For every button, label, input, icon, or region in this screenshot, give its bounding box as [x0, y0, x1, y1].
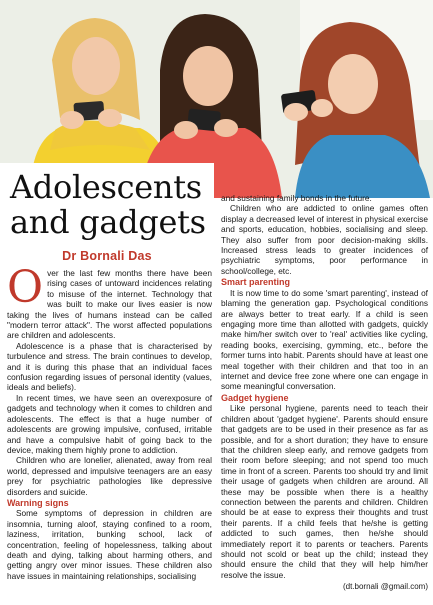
paragraph: It is now time to do some 'smart parenting', instead of blaming the generation gap. Psychological conditions are always better to treat early. If a child is seen engaging more time than allotted with gadgets, quickly make him/her switch over to 'real' activities like cycling, reading books, exercising, gymming, etc., before the former turns into habit. Parents should have at least one meal together with their children and that too in an internet and device free zone where one can engage in some meaningful conversation. — [221, 287, 428, 392]
paragraph: In recent times, we have seen an overexposure of gadgets and technology when it comes to children and adolescents. The effect is that a huge number of adolescents are growing impulsive, confused, irritable and have a compulsive habit of going back to the device, making them highly prone to addiction. — [7, 392, 212, 455]
paragraph: Adolescence is a phase that is characterised by turbulence and stress. The brain continues to develop, and it is during this phase that an individual faces confusion regarding issues of personal identity (values, ideals and beliefs). — [7, 340, 212, 393]
subheading-warning-signs: Warning signs — [7, 497, 69, 508]
article-column-2 — [221, 193, 428, 593]
drop-cap: O — [7, 262, 44, 313]
paragraph: Some symptoms of depression in children are insomnia, turning aloof, staying confined to a room, laziness, irritation, bunking school, lack of concentration, feeling of hopelessness, talking about death and dying, talking about harming others, and getting angry over minor issues. These children also have issues in maintaining relationships, socialising — [7, 508, 212, 581]
subheading-smart-parenting: Smart parenting — [221, 277, 291, 288]
paragraph: and sustaining family bonds in the future. — [221, 193, 372, 203]
article-byline: Dr Bornali Das — [62, 249, 152, 263]
paragraph: Like personal hygiene, parents need to teach their children about 'gadget hygiene'. Parents should ensure that gadgets are to be used in their presence as far as possible, and for a short duration; they have to ensure that the children sleep early, and remove gadgets from their room before sleeping; and not spend too much time in front of a screen. Parents too should try and limit their usage of gadgets when children are around. All these may be possible when there is a healthy connection between the parents and children. Children should be at ease to express their thoughts and trust their parents. If a child feels that he/she is getting addicted to such games, then he/she should immediately report it to parents or teachers. Parents should not scold or beat up the child; instead they should ensure the child that they will help him/her resolve the issue. — [221, 403, 428, 580]
paragraph: Children who are addicted to online games often display a decreased level of interest in physical exercise and sports, education, hobbies, socialising and sleep. They also suffer from poor decision-making skills. Increased stress leads to greater incidences of psychiatric symptoms, poor performance in school/college, etc. — [221, 203, 428, 276]
article-column-1 — [7, 262, 212, 581]
author-email: (dt.bornali @gmail.com) — [342, 582, 428, 592]
article-headline: Adolescents and gadgets — [10, 168, 206, 241]
paragraph: Children who are lonelier, alienated, away from real world, depressed and impulsive teenagers are an easy prey for psychiatric pathologies like depressive disorders and suicide. — [7, 455, 212, 497]
subheading-gadget-hygiene: Gadget hygiene — [221, 392, 289, 403]
intro-paragraph: Over the last few months there have been rising cases of untoward incidences relating to misuse of the internet. Technology that was built to make our lives easier is now taking the lives of humans instead can be called "modern terror attack". The worst affected populations are children and adolescents. — [7, 262, 212, 341]
